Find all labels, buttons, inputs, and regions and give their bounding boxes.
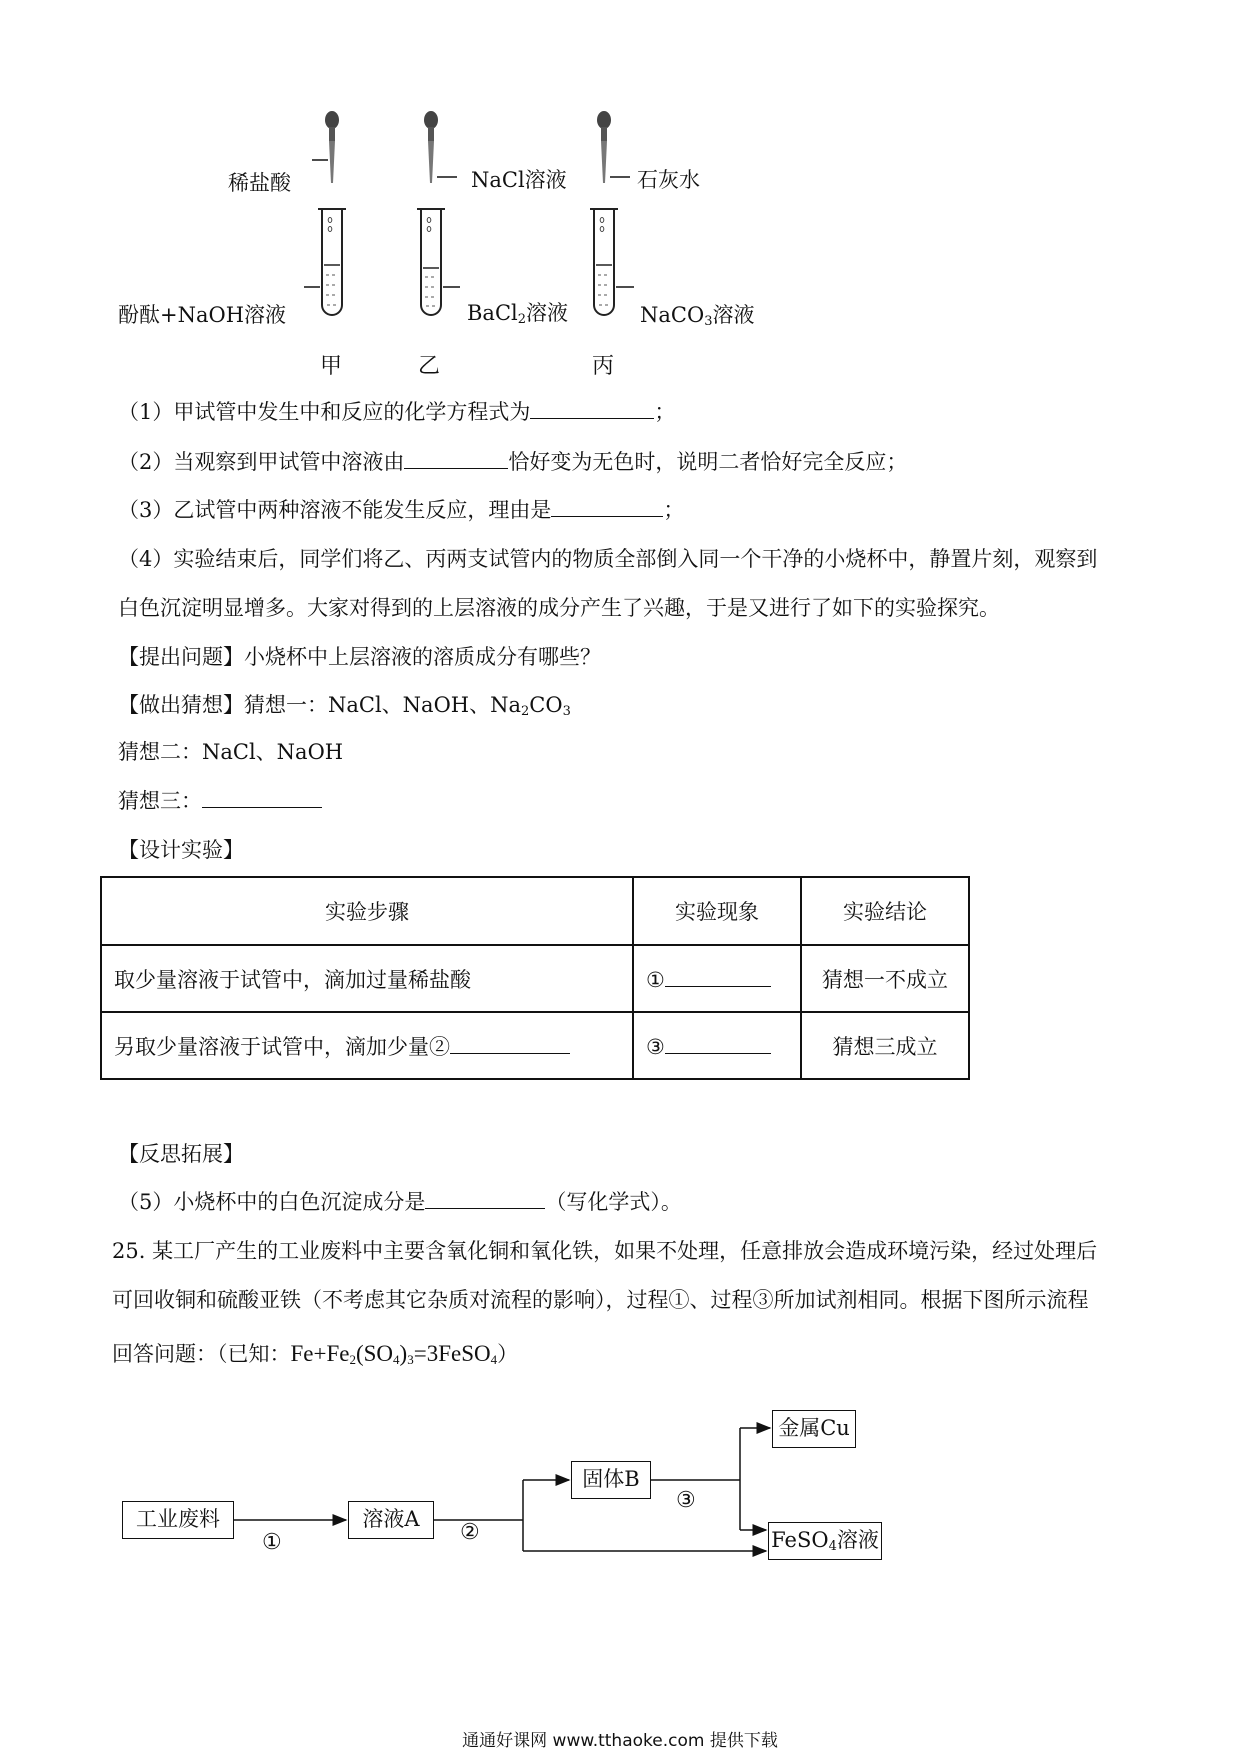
row-1-phenomenon: ① [633,945,801,1012]
question-25-line-1: 25. 某工厂产生的工业废料中主要含氧化铜和氧化铁，如果不处理，任意排放会造成环境污染，经过处理后 [112,1239,1098,1263]
solid-b-box: 固体B [571,1461,651,1499]
header-phenomenon: 实验现象 [633,877,801,945]
page-footer: 通通好课网 www.tthaoke.com 提供下载 [462,1731,778,1751]
dropper-yi-label: NaCl溶液 [471,168,567,192]
reflection-label: 【反思拓展】 [118,1142,244,1166]
header-step: 实验步骤 [101,877,633,945]
question-2: （2）当观察到甲试管中溶液由 恰好变为无色时，说明二者恰好完全反应； [118,450,908,474]
dropper-bing-label: 石灰水 [637,168,700,192]
header-conclusion: 实验结论 [801,877,969,945]
row-2-phenomenon: ③ [633,1012,801,1079]
caption-bing: 丙 [592,354,615,379]
raise-question: 【提出问题】小烧杯中上层溶液的溶质成分有哪些？ [118,645,601,669]
industrial-waste-box: 工业废料 [122,1501,234,1539]
hypothesis-2: 猜想二：NaCl、NaOH [118,740,344,764]
tube-yi-label: BaCl$_2$溶液 [467,301,569,327]
hypothesis-1: 【做出猜想】猜想一：NaCl、NaOH、$Na_2CO_3$ [118,693,571,719]
feso4-solution-box: FeSO$_4$溶液 [768,1522,882,1560]
step-3-label: ③ [676,1488,696,1513]
question-4-line-2: 白色沉淀明显增多。大家对得到的上层溶液的成分产生了兴趣，于是又进行了如下的实验探究。 [118,596,1000,620]
row-1-conclusion: 猜想一不成立 [801,945,969,1012]
question-4-line-1: （4）实验结束后，同学们将乙、丙两支试管内的物质全部倒入同一个干净的小烧杯中，静置片刻，观察到 [118,547,1098,571]
question-25-line-3: 回答问题：（已知：$Fe+Fe_2(SO_4)_3=3FeSO_4$） [112,1341,519,1367]
step-2-label: ② [460,1520,480,1545]
tube-jia-label: 酚酞+NaOH溶液 [118,303,287,327]
tube-bing-label: NaCO$_3$溶液 [640,303,755,329]
hypothesis-3: 猜想三： [118,787,322,815]
question-5: （5）小烧杯中的白色沉淀成分是 （写化学式）。 [118,1190,682,1214]
caption-jia: 甲 [320,354,343,379]
solution-a-box: 溶液A [348,1501,434,1539]
design-experiment-label: 【设计实验】 [118,838,244,862]
step-1-label: ① [262,1530,282,1555]
metal-copper-box: 金属Cu [772,1410,856,1448]
row-2-step: 另取少量溶液于试管中，滴加少量② [101,1012,633,1079]
row-1-step: 取少量溶液于试管中，滴加过量稀盐酸 [101,945,633,1012]
row-2-conclusion: 猜想三成立 [801,1012,969,1079]
question-3: （3）乙试管中两种溶液不能发生反应，理由是 ； [118,498,685,522]
caption-yi: 乙 [418,354,441,379]
question-1: （1）甲试管中发生中和反应的化学方程式为 ； [118,400,676,424]
known-equation: $Fe+Fe_2(SO_4)_3=3FeSO_4$ [290,1341,498,1367]
dropper-jia-label: 稀盐酸 [228,171,291,195]
question-25-line-2: 可回收铜和硫酸亚铁（不考虑其它杂质对流程的影响），过程①、过程③所加试剂相同。根据下图所示流程 [112,1288,1089,1312]
